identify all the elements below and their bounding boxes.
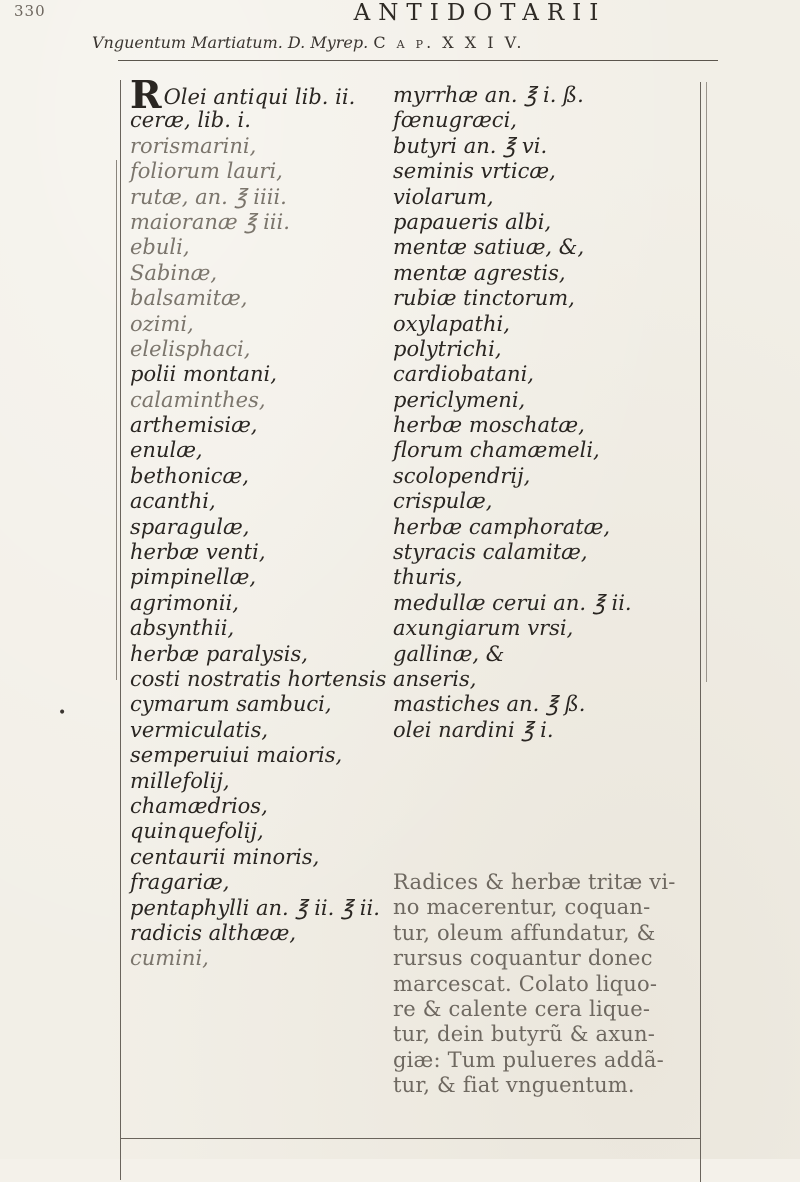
ingredient-line xyxy=(130,565,410,590)
prose-line: tur, & fiat vnguentum. xyxy=(393,1073,635,1098)
ingredient-line xyxy=(393,667,701,692)
ingredient-text: scolopendrij, xyxy=(393,463,531,488)
left-frame-rule xyxy=(120,80,121,1180)
ingredient-text: olei nardini ℥ i. xyxy=(393,717,554,742)
ingredient-line xyxy=(130,921,410,946)
ingredient-text: agrimonii, xyxy=(130,590,239,615)
ingredient-line xyxy=(393,438,701,463)
ingredient-text: anseris, xyxy=(393,666,477,691)
ingredient-text: styracis calamitæ, xyxy=(393,540,588,565)
ingredient-line xyxy=(393,235,701,260)
ingredient-line xyxy=(393,718,701,743)
ingredient-text: violarum, xyxy=(393,184,494,209)
ingredient-text: rubiæ tinctorum, xyxy=(393,286,575,311)
ingredient-text: Olei antiqui lib. ii. xyxy=(163,85,356,109)
ingredient-line xyxy=(130,870,410,895)
ingredient-line xyxy=(130,769,410,794)
ingredient-text: butyri an. ℥ vi. xyxy=(393,133,548,158)
ingredient-text: Sabinæ, xyxy=(130,260,218,285)
ingredient-line xyxy=(130,413,410,438)
ingredient-line xyxy=(393,159,701,184)
ingredient-line xyxy=(393,692,701,717)
ingredient-text: millefolij, xyxy=(130,768,230,793)
ingredient-text: ozimi, xyxy=(130,311,194,336)
ingredient-line xyxy=(393,286,701,311)
ingredient-line xyxy=(393,540,701,565)
ingredient-line xyxy=(130,642,410,667)
ingredient-line xyxy=(130,794,410,819)
ingredient-line xyxy=(130,845,410,870)
ingredient-line xyxy=(130,743,410,768)
recipe-initial: R xyxy=(130,72,162,117)
ingredient-line xyxy=(393,185,701,210)
subhead-title: Vnguentum Martiatum. xyxy=(92,33,283,52)
ingredient-text: thuris, xyxy=(393,565,463,590)
ingredient-line xyxy=(130,515,410,540)
ingredient-line xyxy=(393,413,701,438)
ingredient-text: foliorum lauri, xyxy=(130,159,283,184)
ingredient-list-left xyxy=(130,72,410,972)
ingredient-line xyxy=(130,946,410,971)
ingredient-text: vermiculatis, xyxy=(130,717,269,742)
ingredient-text: periclymeni, xyxy=(393,387,526,412)
ingredient-text: fragariæ, xyxy=(130,870,230,895)
ingredient-text: chamædrios, xyxy=(130,793,268,818)
ingredient-text: oxylapathi, xyxy=(393,311,510,336)
ingredient-line xyxy=(130,489,410,514)
ingredient-text: cymarum sambuci, xyxy=(130,692,332,717)
chapter-label: C a p. X X I V. xyxy=(373,33,525,52)
ingredient-line xyxy=(130,540,410,565)
ingredient-text: bethonicæ, xyxy=(130,463,249,488)
ingredient-text: herbæ moschatæ, xyxy=(393,413,585,438)
ingredient-line xyxy=(393,362,701,387)
ingredient-text: fœnugræci, xyxy=(393,108,517,133)
ingredient-text: mentæ satiuæ, &, xyxy=(393,235,585,260)
margin-mark: • xyxy=(58,705,67,721)
ingredient-text: acanthi, xyxy=(130,489,216,514)
ingredient-line xyxy=(393,489,701,514)
ingredient-text: cumini, xyxy=(130,946,209,971)
ingredient-text: herbæ venti, xyxy=(130,540,266,565)
left-inner-rule xyxy=(116,160,117,680)
ingredient-line xyxy=(393,591,701,616)
ingredient-line xyxy=(130,667,410,692)
ingredient-text: gallinæ, & xyxy=(393,641,505,666)
ingredient-text: florum chamæmeli, xyxy=(393,438,600,463)
right-inner-rule xyxy=(706,82,707,682)
ingredient-line xyxy=(393,210,701,235)
ingredient-line xyxy=(393,134,701,159)
ingredient-text: medullæ cerui an. ℥ ii. xyxy=(393,590,632,615)
ingredient-text: radicis althææ, xyxy=(130,920,297,945)
ingredient-text: ebuli, xyxy=(130,235,190,260)
ingredient-line xyxy=(130,159,410,184)
ingredient-text: elelisphaci, xyxy=(130,336,251,361)
ingredient-line xyxy=(393,515,701,540)
prose-line: tur, dein butyrũ & axun- xyxy=(393,1022,656,1047)
ingredient-line xyxy=(130,286,410,311)
ingredient-line xyxy=(393,108,701,133)
ingredient-text: crispulæ, xyxy=(393,489,493,514)
page-number: 330 xyxy=(14,2,46,20)
ingredient-line xyxy=(130,210,410,235)
ingredient-line xyxy=(393,616,701,641)
ingredient-text: costi nostratis hortensis xyxy=(130,666,387,691)
ingredient-text: calaminthes, xyxy=(130,387,266,412)
ingredient-text: arthemisiæ, xyxy=(130,413,258,438)
ingredient-text: mentæ agrestis, xyxy=(393,260,566,285)
ingredient-text: sparagulæ, xyxy=(130,514,250,539)
ingredient-line xyxy=(130,591,410,616)
ingredient-text: polii montani, xyxy=(130,362,277,387)
ingredient-text: rutæ, an. ℥ iiii. xyxy=(130,184,287,209)
ingredient-text: herbæ camphoratæ, xyxy=(393,514,611,539)
ingredient-text: balsamitæ, xyxy=(130,286,248,311)
ingredient-line xyxy=(393,83,701,108)
ingredient-line xyxy=(130,464,410,489)
ingredient-line xyxy=(130,692,410,717)
prose-line: giæ: Tum pulueres addã- xyxy=(393,1047,664,1072)
ingredient-text: polytrichi, xyxy=(393,336,502,361)
ingredient-text: enulæ, xyxy=(130,438,203,463)
ingredient-line xyxy=(130,718,410,743)
ingredient-list-right xyxy=(393,83,701,743)
ingredient-line xyxy=(130,616,410,641)
ingredient-text: mastiches an. ℥ ß. xyxy=(393,692,586,717)
ingredient-text: pimpinellæ, xyxy=(130,565,257,590)
ingredient-text: semperuiui maioris, xyxy=(130,743,343,768)
ingredient-text: cardiobatani, xyxy=(393,362,534,387)
ingredient-text: quinquefolij, xyxy=(130,819,264,844)
ingredient-line xyxy=(130,108,410,133)
ingredient-line xyxy=(130,362,410,387)
ingredient-line xyxy=(130,438,410,463)
running-head-text: ANTIDOTARII xyxy=(353,0,607,26)
ingredient-text: herbæ paralysis, xyxy=(130,641,308,666)
ingredient-text: axungiarum vrsi, xyxy=(393,616,574,641)
bottom-rule xyxy=(120,1138,700,1139)
ingredient-text: ceræ, lib. i. xyxy=(130,108,251,133)
running-head xyxy=(0,0,800,26)
ingredient-line xyxy=(130,72,410,117)
ingredient-text: centaurii minoris, xyxy=(130,844,320,869)
subhead xyxy=(92,33,712,52)
ingredient-line xyxy=(130,134,410,159)
ingredient-text: rorismarini, xyxy=(130,133,257,158)
prose-line: Radices & herbæ tritæ vi- xyxy=(393,870,676,894)
ingredient-text: absynthii, xyxy=(130,616,235,641)
ingredient-line xyxy=(393,312,701,337)
preparation-instructions xyxy=(393,870,701,1099)
prose-line: tur, oleum affundatur, & xyxy=(393,920,656,945)
ingredient-line xyxy=(393,337,701,362)
ingredient-line xyxy=(393,464,701,489)
ingredient-text: myrrhæ an. ℥ i. ß. xyxy=(393,83,584,107)
prose-line: no macerentur, coquan- xyxy=(393,895,651,920)
ingredient-text: maioranæ ℥ iii. xyxy=(130,209,290,234)
ingredient-line xyxy=(130,261,410,286)
ingredient-line xyxy=(393,388,701,413)
ingredient-line xyxy=(130,388,410,413)
ingredient-line xyxy=(393,642,701,667)
prose-line: marcescat. Colato liquo- xyxy=(393,971,658,996)
ingredient-line xyxy=(130,896,410,921)
ingredient-text: pentaphylli an. ℥ ii. ℥ ii. xyxy=(130,895,380,920)
header-rule xyxy=(118,60,718,61)
ingredient-line xyxy=(393,261,701,286)
ingredient-line xyxy=(130,337,410,362)
ingredient-text: papaueris albi, xyxy=(393,209,552,234)
ingredient-line xyxy=(393,565,701,590)
prose-line: rursus coquantur donec xyxy=(393,946,653,971)
ingredient-line xyxy=(130,235,410,260)
ingredient-line xyxy=(130,312,410,337)
ingredient-text: seminis vrticæ, xyxy=(393,159,556,184)
prose-line: re & calente cera lique- xyxy=(393,996,651,1021)
subhead-author: D. Myrep. xyxy=(287,33,369,52)
ingredient-line xyxy=(130,185,410,210)
ingredient-line xyxy=(130,819,410,844)
